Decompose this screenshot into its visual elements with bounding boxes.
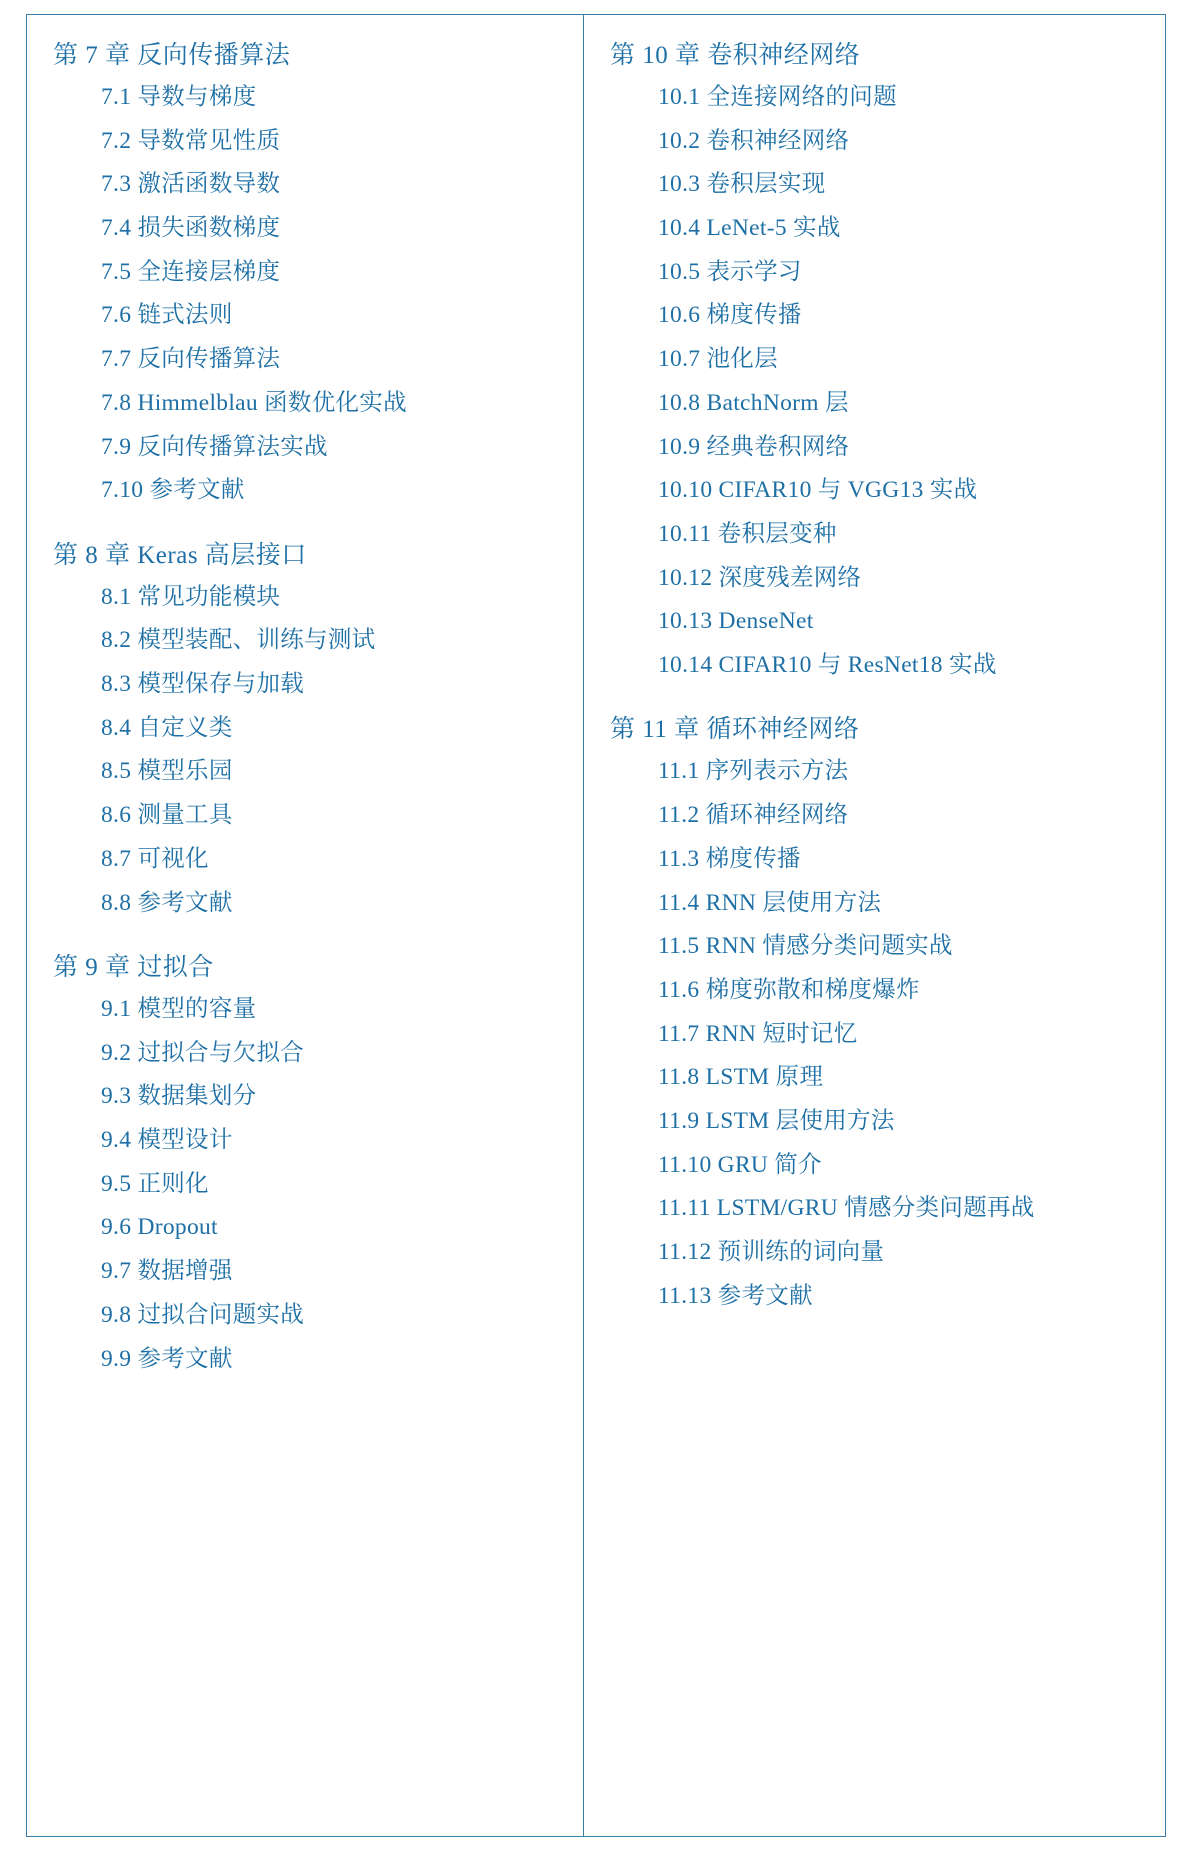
spacer (45, 697, 565, 717)
spacer (602, 959, 1147, 979)
toc-section-entry[interactable]: 7.7 反向传播算法 (101, 346, 281, 373)
toc-section-entry[interactable]: 8.7 可视化 (101, 845, 209, 872)
toc-section-entry[interactable]: 10.7 池化层 (658, 346, 778, 373)
toc-column-left (27, 15, 584, 1836)
toc-chapter-block (45, 543, 565, 915)
spacer (602, 871, 1147, 891)
toc-chapter-title[interactable]: 第 7 章 反向传播算法 (53, 42, 291, 69)
spacer (602, 1002, 1147, 1022)
toc-chapter-block (45, 43, 565, 503)
spacer (602, 677, 1147, 717)
toc-section-entry[interactable]: 11.9 LSTM 层使用方法 (658, 1107, 895, 1134)
toc-section-entry[interactable]: 7.4 损失函数梯度 (101, 215, 281, 242)
toc-section-entry[interactable]: 10.12 深度残差网络 (658, 564, 862, 591)
toc-chapter-block (45, 955, 565, 1371)
toc-section-entry[interactable]: 9.6 Dropout (101, 1214, 218, 1241)
spacer (602, 546, 1147, 566)
toc-chapter-title[interactable]: 第 8 章 Keras 高层接口 (53, 541, 307, 569)
toc-section-entry[interactable]: 11.6 梯度弥散和梯度爆炸 (658, 976, 920, 1003)
toc-section-entry[interactable]: 10.14 CIFAR10 与 ResNet18 实战 (658, 651, 997, 678)
toc-section-entry[interactable]: 7.3 激活函数导数 (101, 171, 281, 198)
spacer (602, 634, 1147, 654)
toc-section-entry[interactable]: 8.4 自定义类 (101, 714, 233, 741)
toc-section-entry[interactable]: 8.6 测量工具 (101, 802, 233, 829)
toc-section-entry[interactable]: 8.1 常见功能模块 (101, 583, 281, 610)
toc-section-entry[interactable]: 10.8 BatchNorm 层 (658, 389, 849, 416)
toc-section-entry[interactable]: 7.8 Himmelblau 函数优化实战 (101, 389, 407, 416)
toc-section-entry[interactable]: 7.10 参考文献 (101, 477, 245, 504)
spacer (602, 828, 1147, 848)
toc-chapter-block (602, 43, 1147, 677)
toc-section-entry[interactable]: 9.9 参考文献 (101, 1345, 233, 1372)
toc-section-entry[interactable]: 10.3 卷积层实现 (658, 171, 826, 198)
spacer (45, 871, 565, 891)
spacer (45, 110, 565, 130)
toc-column-right (584, 15, 1165, 1836)
toc-section-entry[interactable]: 10.11 卷积层变种 (658, 520, 837, 547)
toc-section-entry[interactable]: 11.1 序列表示方法 (658, 758, 849, 785)
toc-section-entry[interactable]: 9.5 正则化 (101, 1170, 209, 1197)
toc-section-entry[interactable]: 10.2 卷积神经网络 (658, 127, 850, 154)
spacer (602, 503, 1147, 523)
spacer (45, 415, 565, 435)
toc-section-entry[interactable]: 8.3 模型保存与加载 (101, 671, 305, 698)
spacer (45, 1284, 565, 1304)
spacer (45, 1153, 565, 1173)
toc-section-entry[interactable]: 10.13 DenseNet (658, 608, 814, 635)
toc-section-entry[interactable]: 9.8 过拟合问题实战 (101, 1301, 305, 1328)
toc-section-entry[interactable]: 10.9 经典卷积网络 (658, 433, 850, 460)
spacer (45, 1022, 565, 1042)
toc-section-entry[interactable]: 9.2 过拟合与欠拟合 (101, 1039, 305, 1066)
spacer (602, 1090, 1147, 1110)
spacer (45, 915, 565, 955)
toc-chapter-block (602, 717, 1147, 1308)
toc-section-entry[interactable]: 7.5 全连接层梯度 (101, 258, 281, 285)
spacer (45, 241, 565, 261)
toc-section-entry[interactable]: 11.10 GRU 简介 (658, 1151, 822, 1178)
toc-section-entry[interactable]: 8.8 参考文献 (101, 889, 233, 916)
toc-section-entry[interactable]: 10.6 梯度传播 (658, 302, 802, 329)
toc-section-entry[interactable]: 11.8 LSTM 原理 (658, 1064, 824, 1091)
spacer (602, 241, 1147, 261)
spacer (602, 1133, 1147, 1153)
toc-section-entry[interactable]: 11.3 梯度传播 (658, 845, 801, 872)
toc-section-entry[interactable]: 9.4 模型设计 (101, 1127, 233, 1154)
toc-section-entry[interactable]: 8.5 模型乐园 (101, 758, 233, 785)
toc-section-entry[interactable]: 10.5 表示学习 (658, 258, 802, 285)
toc-chapter-title[interactable]: 第 11 章 循环神经网络 (610, 716, 860, 744)
toc-section-entry[interactable]: 11.7 RNN 短时记忆 (658, 1020, 858, 1047)
toc-section-entry[interactable]: 10.1 全连接网络的问题 (658, 84, 897, 110)
spacer (602, 1265, 1147, 1285)
toc-section-entry[interactable]: 7.1 导数与梯度 (101, 84, 257, 110)
toc-section-entry[interactable]: 11.5 RNN 情感分类问题实战 (658, 933, 953, 960)
toc-section-entry[interactable]: 11.12 预训练的词向量 (658, 1239, 885, 1265)
toc-section-entry[interactable]: 11.13 参考文献 (658, 1282, 813, 1309)
toc-section-entry[interactable]: 8.2 模型装配、训练与测试 (101, 627, 376, 654)
toc-chapter-title[interactable]: 第 9 章 过拟合 (53, 954, 214, 981)
toc-section-entry[interactable]: 11.2 循环神经网络 (658, 802, 849, 829)
toc-section-entry[interactable]: 7.9 反向传播算法实战 (101, 433, 328, 460)
spacer (602, 415, 1147, 435)
spacer (602, 110, 1147, 130)
spacer (602, 372, 1147, 392)
spacer (45, 372, 565, 392)
spacer (602, 1221, 1147, 1241)
toc-section-entry[interactable]: 9.7 数据增强 (101, 1258, 233, 1285)
toc-section-entry[interactable]: 10.10 CIFAR10 与 VGG13 实战 (658, 477, 978, 504)
spacer (45, 503, 565, 543)
toc-chapter-title[interactable]: 第 10 章 卷积神经网络 (610, 42, 861, 69)
spacer (45, 1327, 565, 1347)
spacer (602, 590, 1147, 610)
toc-section-entry[interactable]: 11.4 RNN 层使用方法 (658, 889, 882, 916)
toc-section-entry[interactable]: 11.11 LSTM/GRU 情感分类问题再战 (658, 1195, 1035, 1222)
toc-section-entry[interactable]: 9.1 模型的容量 (101, 996, 257, 1022)
toc-section-entry[interactable]: 9.3 数据集划分 (101, 1083, 257, 1110)
toc-section-entry[interactable]: 7.6 链式法则 (101, 302, 233, 329)
toc-section-entry[interactable]: 7.2 导数常见性质 (101, 127, 281, 154)
toc-section-entry[interactable]: 10.4 LeNet-5 实战 (658, 215, 841, 242)
toc-page (26, 14, 1166, 1837)
spacer (45, 828, 565, 848)
spacer (45, 1196, 565, 1216)
